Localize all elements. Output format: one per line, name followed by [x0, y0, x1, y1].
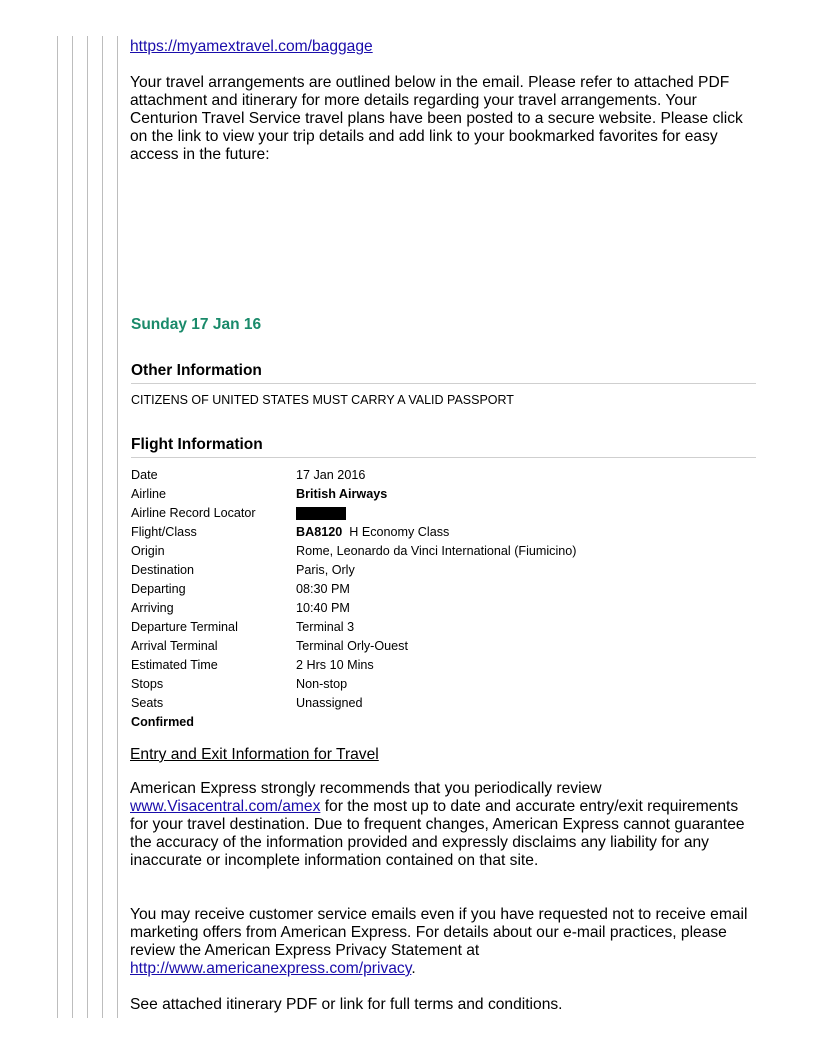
table-row: [131, 465, 576, 484]
quote-line-1: [57, 36, 58, 1018]
privacy-paragraph: [130, 906, 760, 978]
estimated-time-label: Estimated Time: [131, 657, 218, 672]
airline-value: British Airways: [296, 486, 388, 501]
table-row: [131, 712, 576, 731]
table-row: [131, 560, 576, 579]
flight-number: BA8120: [296, 524, 343, 539]
email-top-section: [130, 36, 760, 164]
departing-label: Departing: [131, 581, 186, 596]
table-row: [131, 579, 576, 598]
date-label: Date: [131, 467, 158, 482]
intro-paragraph: Your travel arrangements are outlined below in the email. Please refer to attached PDF attachment and itinerary for more details regarding your travel arrangements. Your Centurion Travel Service travel plans have been posted to a secure website. Please click on the link to view your trip details and add link to your bookmarked favorites for easy access in the future:: [130, 74, 743, 163]
table-row: [131, 522, 576, 541]
flight-class-value: H Economy Class: [349, 524, 450, 539]
departure-terminal-label: Departure Terminal: [131, 619, 238, 634]
seats-value: Unassigned: [296, 695, 363, 710]
stops-value: Non-stop: [296, 676, 348, 691]
record-locator-label: Airline Record Locator: [131, 505, 256, 520]
table-row: [131, 655, 576, 674]
seats-label: Seats: [131, 695, 164, 710]
entry-exit-text-before: American Express strongly recommends that you periodically review: [130, 780, 602, 797]
quote-line-5: [117, 36, 118, 1018]
entry-exit-text-after: for the most up to date and accurate entry/exit requirements for your travel destination. Due to frequent changes, American Express cannot guarantee the accuracy of the information provided and expressly disclaims any liability for any inaccurate or incomplete information contained on that site.: [130, 798, 745, 869]
table-row: [131, 693, 576, 712]
table-row: [131, 636, 576, 655]
redacted-record-locator: [296, 507, 346, 520]
quote-line-2: [72, 36, 73, 1018]
baggage-link[interactable]: https://myamextravel.com/baggage: [130, 38, 373, 55]
table-row: [131, 617, 576, 636]
flight-class-label: Flight/Class: [131, 524, 197, 539]
entry-exit-heading: Entry and Exit Information for Travel: [130, 746, 379, 763]
estimated-time-value: 2 Hrs 10 Mins: [296, 657, 374, 672]
arrival-terminal-label: Arrival Terminal: [131, 638, 218, 653]
table-row: [131, 674, 576, 693]
arriving-label: Arriving: [131, 600, 174, 615]
origin-value: Rome, Leonardo da Vinci International (Fiumicino): [296, 543, 577, 558]
quote-line-3: [87, 36, 88, 1018]
destination-label: Destination: [131, 562, 195, 577]
booking-status: Confirmed: [131, 714, 194, 729]
itinerary-date-header: Sunday 17 Jan 16: [131, 316, 262, 333]
table-row: [131, 503, 576, 522]
privacy-link[interactable]: http://www.americanexpress.com/privacy: [130, 960, 412, 977]
other-information-title: Other Information: [131, 362, 756, 384]
flight-information-title: Flight Information: [131, 436, 756, 458]
departure-terminal-value: Terminal 3: [296, 619, 355, 634]
airline-label: Airline: [131, 486, 166, 501]
table-row: [131, 598, 576, 617]
flight-details-table: [131, 465, 576, 731]
privacy-text-before: You may receive customer service emails even if you have requested not to receive email marketing offers from American Express. For details about our e-mail practices, please review the American Express Privacy Statement at: [130, 906, 748, 959]
table-row: [131, 541, 576, 560]
email-bottom-section: [130, 746, 760, 1014]
arriving-value: 10:40 PM: [296, 600, 350, 615]
other-information-text: CITIZENS OF UNITED STATES MUST CARRY A VALID PASSPORT: [131, 393, 514, 407]
destination-value: Paris, Orly: [296, 562, 355, 577]
terms-paragraph: See attached itinerary PDF or link for full terms and conditions.: [130, 996, 563, 1013]
entry-exit-paragraph: [130, 780, 760, 870]
privacy-text-after: .: [411, 960, 416, 977]
quote-line-4: [102, 36, 103, 1018]
visacentral-link[interactable]: www.Visacentral.com/amex: [130, 798, 321, 815]
origin-label: Origin: [131, 543, 165, 558]
stops-label: Stops: [131, 676, 164, 691]
arrival-terminal-value: Terminal Orly-Ouest: [296, 638, 408, 653]
departing-value: 08:30 PM: [296, 581, 350, 596]
date-value: 17 Jan 2016: [296, 467, 366, 482]
table-row: [131, 484, 576, 503]
